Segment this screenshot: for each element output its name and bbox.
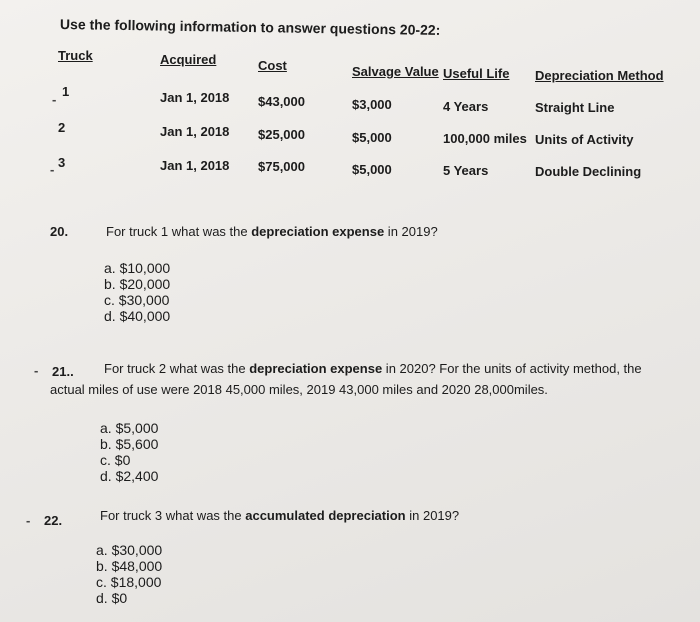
question-21-text-line2: actual miles of use were 2018 45,000 miles, 2019 43,000 miles and 2020 28,000miles.	[50, 382, 548, 397]
margin-dash: -	[34, 363, 39, 378]
header-acquired: Acquired	[160, 52, 217, 67]
row3-life: 5 Years	[443, 163, 489, 178]
q22-option-c: c. $18,000	[96, 574, 162, 590]
q20-option-b: b. $20,000	[104, 276, 171, 292]
margin-dash: -	[50, 162, 55, 177]
row3-cost: $75,000	[258, 159, 305, 174]
question-22-number: 22.	[44, 513, 63, 528]
row1-salvage: $3,000	[352, 97, 392, 112]
header-truck: Truck	[58, 48, 93, 63]
row3-acquired: Jan 1, 2018	[160, 158, 230, 173]
header-depreciation-method: Depreciation Method	[535, 68, 664, 83]
row1-truck: 1	[62, 84, 70, 99]
question-20-options	[104, 260, 170, 324]
question-22-options	[96, 542, 162, 606]
q22-option-b: b. $48,000	[96, 558, 163, 574]
question-21-text: For truck 2 what was the depreciation expense in 2020? For the units of activity method, the	[104, 361, 642, 376]
row1-cost: $43,000	[258, 94, 305, 109]
q21-option-a: a. $5,000	[100, 420, 159, 436]
row2-method: Units of Activity	[535, 132, 634, 147]
header-cost: Cost	[258, 58, 287, 73]
question-20-number: 20.	[50, 224, 69, 239]
row1-acquired: Jan 1, 2018	[160, 90, 230, 105]
row2-life: 100,000 miles	[443, 131, 527, 146]
question-22-text: For truck 3 what was the accumulated depreciation in 2019?	[100, 508, 460, 523]
q21-option-d: d. $2,400	[100, 468, 159, 484]
row1-life: 4 Years	[443, 99, 489, 114]
margin-dash: -	[26, 513, 31, 528]
question-21-number: 21..	[52, 364, 74, 379]
instructions-heading: Use the following information to answer questions 20-22:	[59, 16, 441, 38]
margin-dash: -	[52, 92, 57, 107]
header-useful-life: Useful Life	[443, 66, 510, 81]
q21-option-b: b. $5,600	[100, 436, 159, 452]
q20-option-d: d. $40,000	[104, 308, 171, 324]
q22-option-d: d. $0	[96, 590, 128, 606]
header-salvage-value: Salvage Value	[352, 64, 439, 79]
row2-salvage: $5,000	[352, 130, 392, 145]
question-20-text: For truck 1 what was the depreciation expense in 2019?	[106, 224, 438, 239]
row2-cost: $25,000	[258, 127, 305, 142]
q20-option-a: a. $10,000	[104, 260, 171, 276]
row2-truck: 2	[58, 120, 66, 135]
q22-option-a: a. $30,000	[96, 542, 163, 558]
question-21-options	[100, 420, 158, 484]
row2-acquired: Jan 1, 2018	[160, 124, 230, 139]
row3-salvage: $5,000	[352, 162, 392, 177]
q20-option-c: c. $30,000	[104, 292, 170, 308]
row3-method: Double Declining	[535, 164, 642, 179]
row1-method: Straight Line	[535, 100, 615, 115]
q21-option-c: c. $0	[100, 452, 131, 468]
row3-truck: 3	[58, 155, 66, 170]
